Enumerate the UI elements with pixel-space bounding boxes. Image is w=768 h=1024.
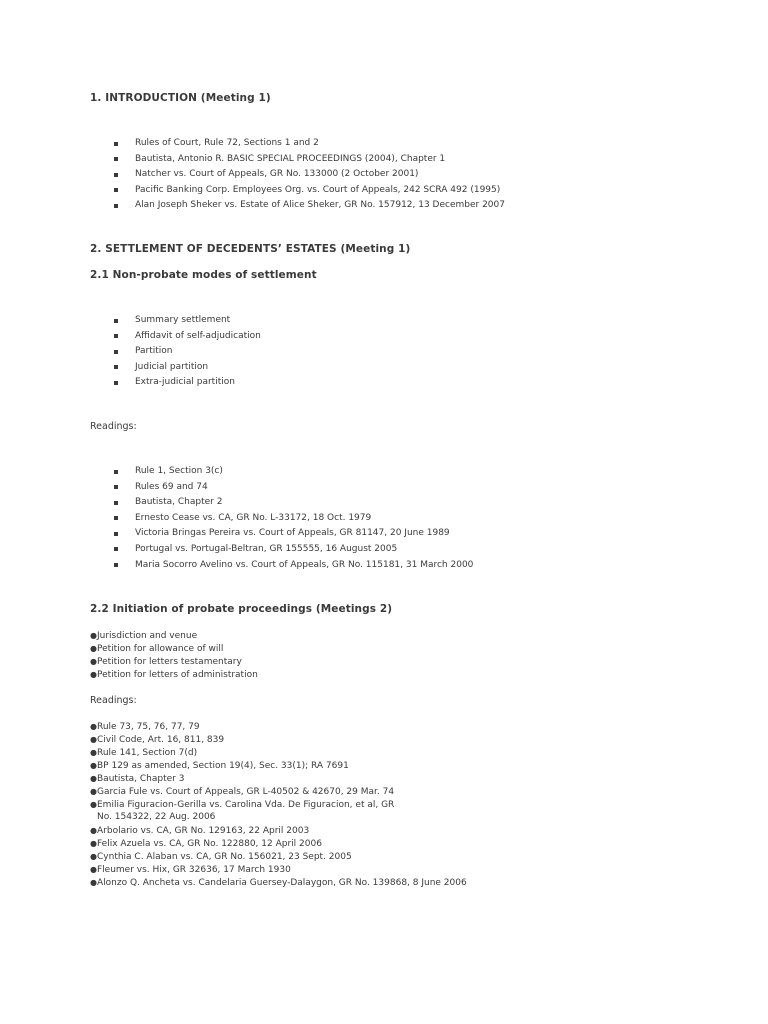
square-bullet-icon bbox=[114, 319, 118, 323]
section-2-heading: 2. SETTLEMENT OF DECEDENTS’ ESTATES (Meeting 1) bbox=[90, 243, 411, 255]
square-bullet-icon bbox=[114, 334, 118, 338]
square-bullet-icon bbox=[114, 470, 118, 474]
readings-label: Readings: bbox=[90, 421, 137, 432]
square-bullet-icon bbox=[114, 142, 118, 146]
square-bullet-icon bbox=[114, 563, 118, 567]
square-bullet-icon bbox=[114, 547, 118, 551]
square-bullet-icon bbox=[114, 188, 118, 192]
round-bullet-icon: ● bbox=[90, 774, 97, 783]
round-bullet-icon: ● bbox=[90, 722, 97, 731]
round-bullet-icon: ● bbox=[90, 852, 97, 861]
square-bullet-icon bbox=[114, 157, 118, 161]
round-bullet-icon: ● bbox=[90, 748, 97, 757]
round-bullet-icon: ● bbox=[90, 839, 97, 848]
list-item: ●Felix Azuela vs. CA, GR No. 122880, 12 April 2006 bbox=[90, 839, 322, 849]
round-bullet-icon: ● bbox=[90, 670, 97, 679]
list-item: ●Petition for letters of administration bbox=[90, 670, 258, 680]
list-item: ●Cynthia C. Alaban vs. CA, GR No. 156021, 23 Sept. 2005 bbox=[90, 852, 352, 862]
round-bullet-icon: ● bbox=[90, 735, 97, 744]
square-bullet-icon bbox=[114, 173, 118, 177]
section-2-2-heading: 2.2 Initiation of probate proceedings (Meetings 2) bbox=[90, 603, 393, 615]
list-item: ●Rule 73, 75, 76, 77, 79 bbox=[90, 722, 200, 732]
round-bullet-icon: ● bbox=[90, 826, 97, 835]
list-item: ●Civil Code, Art. 16, 811, 839 bbox=[90, 735, 225, 745]
square-bullet-icon bbox=[114, 501, 118, 505]
square-bullet-icon bbox=[114, 204, 118, 208]
list-item: ●Alonzo Q. Ancheta vs. Candelaria Guersey-Dalaygon, GR No. 139868, 8 June 2006 bbox=[90, 878, 467, 888]
round-bullet-icon: ● bbox=[90, 657, 97, 666]
square-bullet-icon bbox=[114, 485, 118, 489]
list-item: ●Emilia Figuracion-Gerilla vs. Carolina Vda. De Figuracion, et al, GR bbox=[90, 800, 395, 810]
round-bullet-icon: ● bbox=[90, 631, 97, 640]
round-bullet-icon: ● bbox=[90, 878, 97, 887]
list-item: ●Bautista, Chapter 3 bbox=[90, 774, 185, 784]
list-item: ●BP 129 as amended, Section 19(4), Sec. 33(1); RA 7691 bbox=[90, 761, 349, 771]
square-bullet-icon bbox=[114, 532, 118, 536]
readings-label-2: Readings: bbox=[90, 695, 137, 706]
list-item: ●Jurisdiction and venue bbox=[90, 631, 198, 641]
list-item: ●Fleumer vs. Hix, GR 32636, 17 March 1930 bbox=[90, 865, 291, 875]
round-bullet-icon: ● bbox=[90, 644, 97, 653]
list-item: ●Rule 141, Section 7(d) bbox=[90, 748, 198, 758]
square-bullet-icon bbox=[114, 381, 118, 385]
section-2-2-readings-list bbox=[90, 720, 467, 889]
list-item: ●Arbolario vs. CA, GR No. 129163, 22 April 2003 bbox=[90, 826, 310, 836]
square-bullet-icon bbox=[114, 516, 118, 520]
round-bullet-icon: ● bbox=[90, 800, 97, 809]
section-2-1-heading: 2.1 Non-probate modes of settlement bbox=[90, 269, 317, 281]
square-bullet-icon bbox=[114, 365, 118, 369]
document-page: 1. INTRODUCTION (Meeting 1) Rules of Court, Rule 72, Sections 1 and 2 Bautista, Antonio R. BASIC SPECIAL PROCEEDINGS (2004), Chapter 1 Natcher vs. Court of Appeals, GR No. 133000 (2 October 2001) Pacific Banking Corp. Employees Org. vs. Court of Appeals, 242 SCRA 492 (1995) Alan Joseph Sheker vs. Estate of Alice Sheker, GR No. 157912, 13 December 2007 2. SETTLEMENT OF DECEDENTS’ ESTATES (Meeting 1) 2.1 Non-probate modes of settlement Summary settlement Affidavit of self-adjudication Partition Judicial partition Extra-judicial partition Readings: Rule 1, Section 3(c) Rules 69 and 74 Bautista, Chapter 2 Ernesto Cease vs. CA, GR No. L-33172, 18 Oct. 1979 Victoria Bringas Pereira vs. Court of Appeals, GR 81147, 20 June 1989 Portugal vs. Portugal-Beltran, GR 155555, 16 August 2005 Maria Socorro Avelino vs. Court of Appeals, GR No. 115181, 31 March 2000 2.2 Initiation of probate proceedings (Meetings 2) ●Jurisdiction and venue ●Petition for allowance of will ●Petition for letters testamentary ●Petition for letters of administration Readings: ●Rule 73, 75, 76, 77, 79 ●Civil Code, Art. 16, 811, 839 ●Rule 141, Section 7(d) ●BP 129 as amended, Section 19(4), Sec. 33(1); RA 7691 ●Bautista, Chapter 3 ●Garcia Fule vs. Court of Appeals, GR L-40502 & 42670, 29 Mar. 74 ●Emilia Figuracion-Gerilla vs. Carolina Vda. De Figuracion, et al, GR No. 154322, 22 Aug. 2006 ●Arbolario vs. CA, GR No. 129163, 22 April 2003 ●Felix Azuela vs. CA, GR No. 122880, 12 April 2006 ●Cynthia C. Alaban vs. CA, GR No. 156021, 23 Sept. 2005 ●Fleumer vs. Hix, GR 32636, 17 March 1930 ●Alonzo Q. Ancheta vs. Candelaria Guersey-Dalaygon, GR No. 139868, 8 June 2006 bbox=[90, 92, 505, 888]
list-item: ●Petition for letters testamentary bbox=[90, 657, 242, 667]
round-bullet-icon: ● bbox=[90, 865, 97, 874]
square-bullet-icon bbox=[114, 350, 118, 354]
section-2-2-list bbox=[90, 629, 258, 681]
round-bullet-icon: ● bbox=[90, 787, 97, 796]
section-1-heading: 1. INTRODUCTION (Meeting 1) bbox=[90, 92, 271, 104]
round-bullet-icon: ● bbox=[90, 761, 97, 770]
list-item: ●Petition for allowance of will bbox=[90, 644, 224, 654]
list-item-continuation: No. 154322, 22 Aug. 2006 bbox=[97, 812, 216, 822]
list-item: ●Garcia Fule vs. Court of Appeals, GR L-40502 & 42670, 29 Mar. 74 bbox=[90, 787, 395, 797]
